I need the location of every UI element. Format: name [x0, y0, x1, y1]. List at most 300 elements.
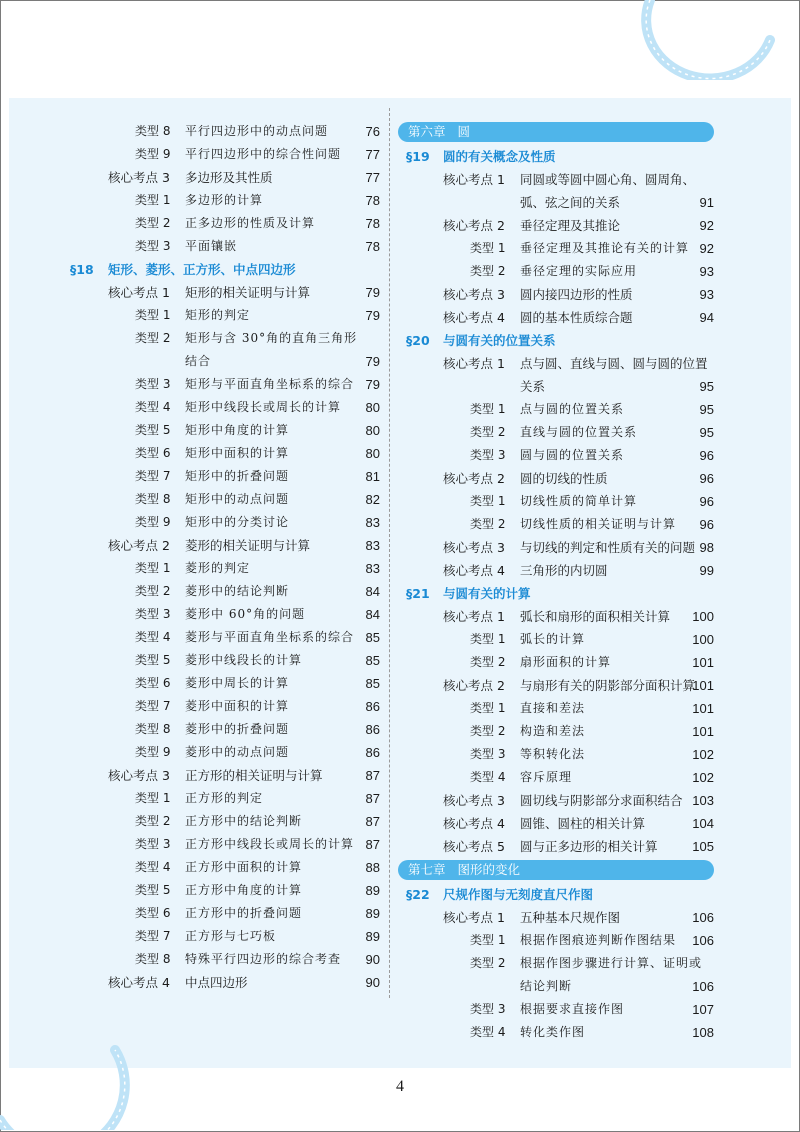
- entry-title: 切线性质的简单计算: [520, 494, 638, 508]
- entry-label: 类型 4: [470, 1025, 506, 1039]
- toc-right-column: [398, 120, 714, 1044]
- entry-label: 类型 1: [135, 561, 171, 575]
- entry-page-number: 85: [365, 676, 380, 691]
- toc-entry[interactable]: [20, 511, 380, 534]
- entry-page-number: 95: [699, 379, 714, 394]
- toc-entry[interactable]: [20, 557, 380, 580]
- entry-page-number: 99: [699, 563, 714, 578]
- entry-page-number: 79: [365, 354, 380, 369]
- toc-entry[interactable]: [398, 168, 714, 191]
- entry-title: 弧长的计算: [520, 632, 586, 646]
- entry-page-number: 106: [692, 933, 714, 948]
- entry-label: 核心考点 5: [443, 839, 505, 854]
- entry-page-number: 105: [692, 839, 714, 854]
- chapter-heading: [398, 122, 714, 142]
- toc-entry[interactable]: [398, 628, 714, 651]
- entry-page-number: 87: [365, 814, 380, 829]
- entry-page-number: 80: [365, 423, 380, 438]
- entry-title: 垂径定理的实际应用: [520, 264, 638, 278]
- entry-label: 类型 9: [135, 745, 171, 759]
- entry-page-number: 83: [365, 561, 380, 576]
- entry-title: 垂径定理及其推论有关的计算: [520, 241, 690, 255]
- entry-title: 正方形与七巧板: [185, 929, 277, 943]
- entry-label: 核心考点 2: [443, 678, 505, 693]
- toc-entry[interactable]: [20, 143, 380, 166]
- entry-page-number: 86: [365, 699, 380, 714]
- entry-label: 类型 1: [470, 933, 506, 947]
- entry-title: 矩形中的折叠问题: [185, 469, 290, 483]
- toc-entry[interactable]: [398, 352, 714, 375]
- toc-entry[interactable]: [398, 605, 714, 628]
- entry-label: 类型 8: [135, 492, 171, 506]
- entry-page-number: 86: [365, 722, 380, 737]
- toc-entry[interactable]: [20, 442, 380, 465]
- toc-entry[interactable]: [398, 835, 714, 858]
- entry-label: 类型 7: [135, 469, 171, 483]
- entry-page-number: 83: [365, 538, 380, 553]
- toc-entry[interactable]: [20, 580, 380, 603]
- entry-label: 类型 4: [135, 400, 171, 414]
- toc-entry[interactable]: [20, 396, 380, 419]
- toc-entry[interactable]: [398, 559, 714, 582]
- entry-label: §20: [406, 333, 430, 348]
- entry-title: 圆的切线的性质: [520, 471, 608, 486]
- entry-title: 中点四边形: [185, 975, 248, 990]
- entry-label: 核心考点 1: [443, 356, 505, 371]
- entry-page-number: 87: [365, 768, 380, 783]
- toc-entry[interactable]: [20, 787, 380, 810]
- entry-title: 切线性质的相关证明与计算: [520, 517, 677, 531]
- entry-title: 根据要求直接作图: [520, 1002, 625, 1016]
- toc-entry[interactable]: [20, 304, 380, 327]
- entry-label: 核心考点 4: [443, 816, 505, 831]
- entry-label: 类型 1: [470, 241, 506, 255]
- toc-entry[interactable]: [398, 467, 714, 490]
- entry-page-number: 98: [699, 540, 714, 555]
- chapter-title: 图形的变化: [457, 862, 521, 877]
- toc-entry[interactable]: [20, 465, 380, 488]
- entry-page-number: 82: [365, 492, 380, 507]
- entry-title: 特殊平行四边形的综合考查: [185, 952, 342, 966]
- entry-page-number: 96: [699, 494, 714, 509]
- toc-entry[interactable]: [398, 421, 714, 444]
- entry-page-number: 96: [699, 517, 714, 532]
- entry-title: 正方形的相关证明与计算: [185, 768, 323, 783]
- entry-label: 核心考点 4: [108, 975, 170, 990]
- toc-entry[interactable]: [398, 191, 714, 214]
- entry-title: 平行四边形中的动点问题: [185, 124, 329, 138]
- column-divider: [389, 108, 390, 998]
- chapter-title: 圆: [457, 124, 471, 139]
- entry-page-number: 93: [699, 287, 714, 302]
- entry-label: 类型 3: [470, 1002, 506, 1016]
- entry-label: 类型 2: [470, 724, 506, 738]
- entry-title: 根据作图步骤进行计算、证明或: [520, 956, 703, 970]
- entry-label: 类型 1: [470, 494, 506, 508]
- entry-label: 类型 8: [135, 124, 171, 138]
- entry-label: 核心考点 3: [443, 540, 505, 555]
- entry-label: 核心考点 1: [443, 609, 505, 624]
- entry-title: 尺规作图与无刻度直尺作图: [443, 887, 594, 902]
- entry-page-number: 96: [699, 471, 714, 486]
- entry-page-number: 92: [699, 241, 714, 256]
- entry-page-number: 100: [692, 609, 714, 624]
- toc-entry[interactable]: [20, 373, 380, 396]
- toc-entry[interactable]: [398, 766, 714, 789]
- entry-label: §22: [406, 887, 430, 902]
- entry-title: 菱形中的结论判断: [185, 584, 290, 598]
- entry-label: 类型 4: [135, 630, 171, 644]
- entry-title: 平行四边形中的综合性问题: [185, 147, 342, 161]
- entry-label: 类型 9: [135, 147, 171, 161]
- entry-title: 弧长和扇形的面积相关计算: [520, 609, 671, 624]
- entry-title: 容斥原理: [520, 770, 573, 784]
- entry-title: 圆锥、圆柱的相关计算: [520, 816, 646, 831]
- entry-title: 菱形的判定: [185, 561, 251, 575]
- toc-entry[interactable]: [20, 419, 380, 442]
- entry-page-number: 102: [692, 770, 714, 785]
- entry-title: 与切线的判定和性质有关的问题: [520, 540, 696, 555]
- toc-entry[interactable]: [20, 833, 380, 856]
- entry-title: 菱形中线段长的计算: [185, 653, 303, 667]
- toc-entry[interactable]: [20, 810, 380, 833]
- entry-page-number: 107: [692, 1002, 714, 1017]
- toc-entry[interactable]: [398, 998, 714, 1021]
- entry-page-number: 84: [365, 584, 380, 599]
- toc-entry[interactable]: [20, 695, 380, 718]
- entry-page-number: 102: [692, 747, 714, 762]
- entry-label: 类型 6: [135, 446, 171, 460]
- section-heading[interactable]: [398, 582, 714, 605]
- entry-title: 直线与圆的位置关系: [520, 425, 638, 439]
- entry-title: 同圆或等圆中圆心角、圆周角、: [520, 172, 696, 187]
- entry-title: 平面镶嵌: [185, 239, 238, 253]
- toc-entry[interactable]: [398, 906, 714, 929]
- entry-label: 核心考点 2: [443, 471, 505, 486]
- toc-entry[interactable]: [398, 743, 714, 766]
- entry-title: 圆与圆的位置关系: [520, 448, 625, 462]
- entry-title: 根据作图痕迹判断作图结果: [520, 933, 677, 947]
- entry-label: 类型 7: [135, 699, 171, 713]
- entry-page-number: 104: [692, 816, 714, 831]
- toc-entry[interactable]: [20, 534, 380, 557]
- toc-left-column: [20, 120, 380, 994]
- entry-title: 菱形中面积的计算: [185, 699, 290, 713]
- entry-title: 圆切线与阴影部分求面积结合: [520, 793, 683, 808]
- entry-page-number: 91: [699, 195, 714, 210]
- entry-title: 与扇形有关的阴影部分面积计算: [520, 678, 696, 693]
- entry-title: 多边形的计算: [185, 193, 264, 207]
- entry-page-number: 106: [692, 910, 714, 925]
- toc-entry[interactable]: [398, 812, 714, 835]
- toc-entry[interactable]: [398, 444, 714, 467]
- toc-entry[interactable]: [20, 718, 380, 741]
- entry-title: 矩形中角度的计算: [185, 423, 290, 437]
- entry-page-number: 89: [365, 883, 380, 898]
- entry-title: 矩形中的动点问题: [185, 492, 290, 506]
- entry-label: 核心考点 4: [443, 310, 505, 325]
- entry-title: 点与圆的位置关系: [520, 402, 625, 416]
- entry-label: 类型 3: [135, 239, 171, 253]
- entry-title: 圆的有关概念及性质: [443, 149, 556, 164]
- entry-title: 点与圆、直线与圆、圆与圆的位置: [520, 356, 708, 371]
- entry-title: 正方形中的结论判断: [185, 814, 303, 828]
- entry-title: 正方形中角度的计算: [185, 883, 303, 897]
- entry-label: 类型 8: [135, 952, 171, 966]
- entry-label: 核心考点 3: [108, 170, 170, 185]
- entry-page-number: 95: [699, 402, 714, 417]
- entry-title: 构造和差法: [520, 724, 586, 738]
- toc-entry[interactable]: [398, 490, 714, 513]
- entry-page-number: 80: [365, 446, 380, 461]
- toc-entry[interactable]: [398, 720, 714, 743]
- entry-title: 矩形与含 30°角的直角三角形: [185, 331, 358, 345]
- entry-title: 矩形与平面直角坐标系的综合: [185, 377, 355, 391]
- toc-entry[interactable]: [398, 214, 714, 237]
- entry-label: 类型 2: [135, 584, 171, 598]
- entry-label: §18: [70, 262, 94, 277]
- toc-entry[interactable]: [20, 327, 380, 350]
- entry-page-number: 78: [365, 193, 380, 208]
- entry-label: 类型 5: [135, 653, 171, 667]
- entry-title: 菱形中的动点问题: [185, 745, 290, 759]
- entry-title: 等积转化法: [520, 747, 586, 761]
- toc-entry[interactable]: [20, 235, 380, 258]
- toc-entry[interactable]: [398, 260, 714, 283]
- entry-title: 圆内接四边形的性质: [520, 287, 633, 302]
- section-heading[interactable]: [398, 883, 714, 906]
- entry-page-number: 108: [692, 1025, 714, 1040]
- entry-label: 类型 9: [135, 515, 171, 529]
- entry-label: 核心考点 3: [443, 793, 505, 808]
- entry-label: 类型 1: [470, 701, 506, 715]
- toc-entry[interactable]: [20, 764, 380, 787]
- entry-page-number: 85: [365, 653, 380, 668]
- toc-entry[interactable]: [20, 281, 380, 304]
- entry-page-number: 85: [365, 630, 380, 645]
- entry-page-number: 100: [692, 632, 714, 647]
- entry-label: 类型 1: [135, 308, 171, 322]
- toc-entry[interactable]: [20, 649, 380, 672]
- entry-label: 类型 6: [135, 676, 171, 690]
- bottom-left-ring-decoration: [0, 1010, 140, 1130]
- entry-title: 关系: [520, 379, 546, 394]
- toc-entry[interactable]: [398, 398, 714, 421]
- toc-entry[interactable]: [20, 603, 380, 626]
- entry-page-number: 87: [365, 791, 380, 806]
- entry-title: 三角形的内切圆: [520, 563, 608, 578]
- entry-title: 矩形中的分类讨论: [185, 515, 290, 529]
- entry-page-number: 103: [692, 793, 714, 808]
- entry-page-number: 76: [365, 124, 380, 139]
- toc-entry[interactable]: [20, 120, 380, 143]
- entry-page-number: 77: [365, 170, 380, 185]
- toc-entry[interactable]: [398, 237, 714, 260]
- entry-label: 核心考点 4: [443, 563, 505, 578]
- entry-title: 菱形与平面直角坐标系的综合: [185, 630, 355, 644]
- entry-label: 类型 1: [470, 402, 506, 416]
- entry-page-number: 90: [365, 975, 380, 990]
- entry-title: 多边形及其性质: [185, 170, 273, 185]
- entry-page-number: 87: [365, 837, 380, 852]
- entry-page-number: 101: [692, 701, 714, 716]
- entry-label: 类型 5: [135, 423, 171, 437]
- entry-label: 类型 2: [135, 814, 171, 828]
- entry-page-number: 83: [365, 515, 380, 530]
- entry-label: 核心考点 1: [443, 172, 505, 187]
- toc-entry[interactable]: [398, 306, 714, 329]
- toc-entry[interactable]: [398, 929, 714, 952]
- entry-label: 核心考点 2: [443, 218, 505, 233]
- toc-entry[interactable]: [398, 674, 714, 697]
- entry-page-number: 78: [365, 239, 380, 254]
- toc-entry[interactable]: [20, 626, 380, 649]
- entry-page-number: 78: [365, 216, 380, 231]
- entry-page-number: 96: [699, 448, 714, 463]
- entry-label: 类型 3: [470, 747, 506, 761]
- entry-label: 类型 2: [470, 425, 506, 439]
- entry-label: §21: [406, 586, 430, 601]
- entry-title: 矩形的判定: [185, 308, 251, 322]
- toc-entry[interactable]: [398, 651, 714, 674]
- top-right-ring-decoration: [630, 0, 800, 80]
- entry-title: 正方形中面积的计算: [185, 860, 303, 874]
- toc-entry[interactable]: [398, 283, 714, 306]
- entry-page-number: 80: [365, 400, 380, 415]
- entry-title: 正方形中线段长或周长的计算: [185, 837, 355, 851]
- entry-label: 类型 8: [135, 722, 171, 736]
- toc-entry[interactable]: [398, 536, 714, 559]
- toc-entry[interactable]: [20, 672, 380, 695]
- entry-page-number: 81: [365, 469, 380, 484]
- entry-page-number: 93: [699, 264, 714, 279]
- toc-entry[interactable]: [20, 948, 380, 971]
- entry-label: 核心考点 3: [108, 768, 170, 783]
- toc-entry[interactable]: [20, 189, 380, 212]
- entry-title: 与圆有关的计算: [443, 586, 531, 601]
- entry-title: 扇形面积的计算: [520, 655, 612, 669]
- entry-label: 核心考点 2: [108, 538, 170, 553]
- entry-title: 结合: [185, 354, 212, 368]
- entry-label: 类型 1: [135, 791, 171, 805]
- entry-title: 转化类作图: [520, 1025, 586, 1039]
- section-heading[interactable]: [20, 258, 380, 281]
- entry-label: §19: [406, 149, 430, 164]
- entry-title: 菱形中周长的计算: [185, 676, 290, 690]
- entry-label: 核心考点 1: [443, 910, 505, 925]
- entry-page-number: 92: [699, 218, 714, 233]
- toc-entry[interactable]: [20, 879, 380, 902]
- toc-entry[interactable]: [20, 212, 380, 235]
- entry-page-number: 89: [365, 906, 380, 921]
- entry-title: 直接和差法: [520, 701, 586, 715]
- entry-label: 类型 3: [470, 448, 506, 462]
- entry-title: 菱形中的折叠问题: [185, 722, 290, 736]
- entry-title: 正方形中的折叠问题: [185, 906, 303, 920]
- entry-title: 矩形、菱形、正方形、中点四边形: [108, 262, 296, 277]
- entry-title: 圆的基本性质综合题: [520, 310, 633, 325]
- entry-title: 五种基本尺规作图: [520, 910, 621, 925]
- toc-entry[interactable]: [20, 925, 380, 948]
- entry-title: 与圆有关的位置关系: [443, 333, 556, 348]
- page-number: 4: [396, 1078, 404, 1095]
- entry-label: 核心考点 1: [108, 285, 170, 300]
- entry-title: 正多边形的性质及计算: [185, 216, 316, 230]
- entry-title: 垂径定理及其推论: [520, 218, 621, 233]
- toc-entry[interactable]: [398, 697, 714, 720]
- toc-entry[interactable]: [398, 513, 714, 536]
- toc-entry[interactable]: [398, 1021, 714, 1044]
- section-heading[interactable]: [398, 145, 714, 168]
- entry-title: 正方形的判定: [185, 791, 264, 805]
- entry-page-number: 101: [692, 655, 714, 670]
- entry-label: 类型 2: [470, 655, 506, 669]
- entry-label: 类型 4: [135, 860, 171, 874]
- entry-page-number: 77: [365, 147, 380, 162]
- toc-entry[interactable]: [398, 789, 714, 812]
- entry-page-number: 79: [365, 377, 380, 392]
- entry-title: 菱形中 60°角的问题: [185, 607, 306, 621]
- entry-title: 结论判断: [520, 979, 573, 993]
- entry-label: 类型 4: [470, 770, 506, 784]
- entry-page-number: 95: [699, 425, 714, 440]
- entry-title: 矩形中面积的计算: [185, 446, 290, 460]
- entry-label: 类型 3: [135, 837, 171, 851]
- entry-title: 圆与正多边形的相关计算: [520, 839, 658, 854]
- entry-label: 核心考点 3: [443, 287, 505, 302]
- chapter-heading: [398, 860, 714, 880]
- entry-page-number: 89: [365, 929, 380, 944]
- toc-entry[interactable]: [20, 902, 380, 925]
- toc-entry[interactable]: [20, 856, 380, 879]
- toc-entry[interactable]: [398, 952, 714, 975]
- toc-entry[interactable]: [398, 975, 714, 998]
- entry-label: 类型 2: [135, 331, 171, 345]
- entry-label: 类型 1: [135, 193, 171, 207]
- entry-page-number: 86: [365, 745, 380, 760]
- toc-entry[interactable]: [20, 166, 380, 189]
- entry-page-number: 94: [699, 310, 714, 325]
- entry-title: 菱形的相关证明与计算: [185, 538, 311, 553]
- entry-label: 类型 2: [135, 216, 171, 230]
- entry-title: 矩形的相关证明与计算: [185, 285, 311, 300]
- entry-page-number: 79: [365, 308, 380, 323]
- chapter-label: 第七章: [408, 862, 446, 877]
- entry-label: 类型 5: [135, 883, 171, 897]
- entry-label: 类型 3: [135, 377, 171, 391]
- entry-label: 类型 1: [470, 632, 506, 646]
- entry-label: 类型 2: [470, 517, 506, 531]
- entry-page-number: 79: [365, 285, 380, 300]
- toc-entry[interactable]: [20, 350, 380, 373]
- entry-page-number: 101: [692, 678, 714, 693]
- toc-entry[interactable]: [20, 741, 380, 764]
- chapter-label: 第六章: [408, 124, 446, 139]
- toc-entry[interactable]: [398, 375, 714, 398]
- toc-entry[interactable]: [20, 971, 380, 994]
- entry-title: 矩形中线段长或周长的计算: [185, 400, 342, 414]
- section-heading[interactable]: [398, 329, 714, 352]
- entry-label: 类型 6: [135, 906, 171, 920]
- entry-page-number: 106: [692, 979, 714, 994]
- entry-label: 类型 2: [470, 956, 506, 970]
- toc-entry[interactable]: [20, 488, 380, 511]
- entry-page-number: 84: [365, 607, 380, 622]
- entry-label: 类型 3: [135, 607, 171, 621]
- entry-page-number: 90: [365, 952, 380, 967]
- entry-page-number: 101: [692, 724, 714, 739]
- entry-label: 类型 7: [135, 929, 171, 943]
